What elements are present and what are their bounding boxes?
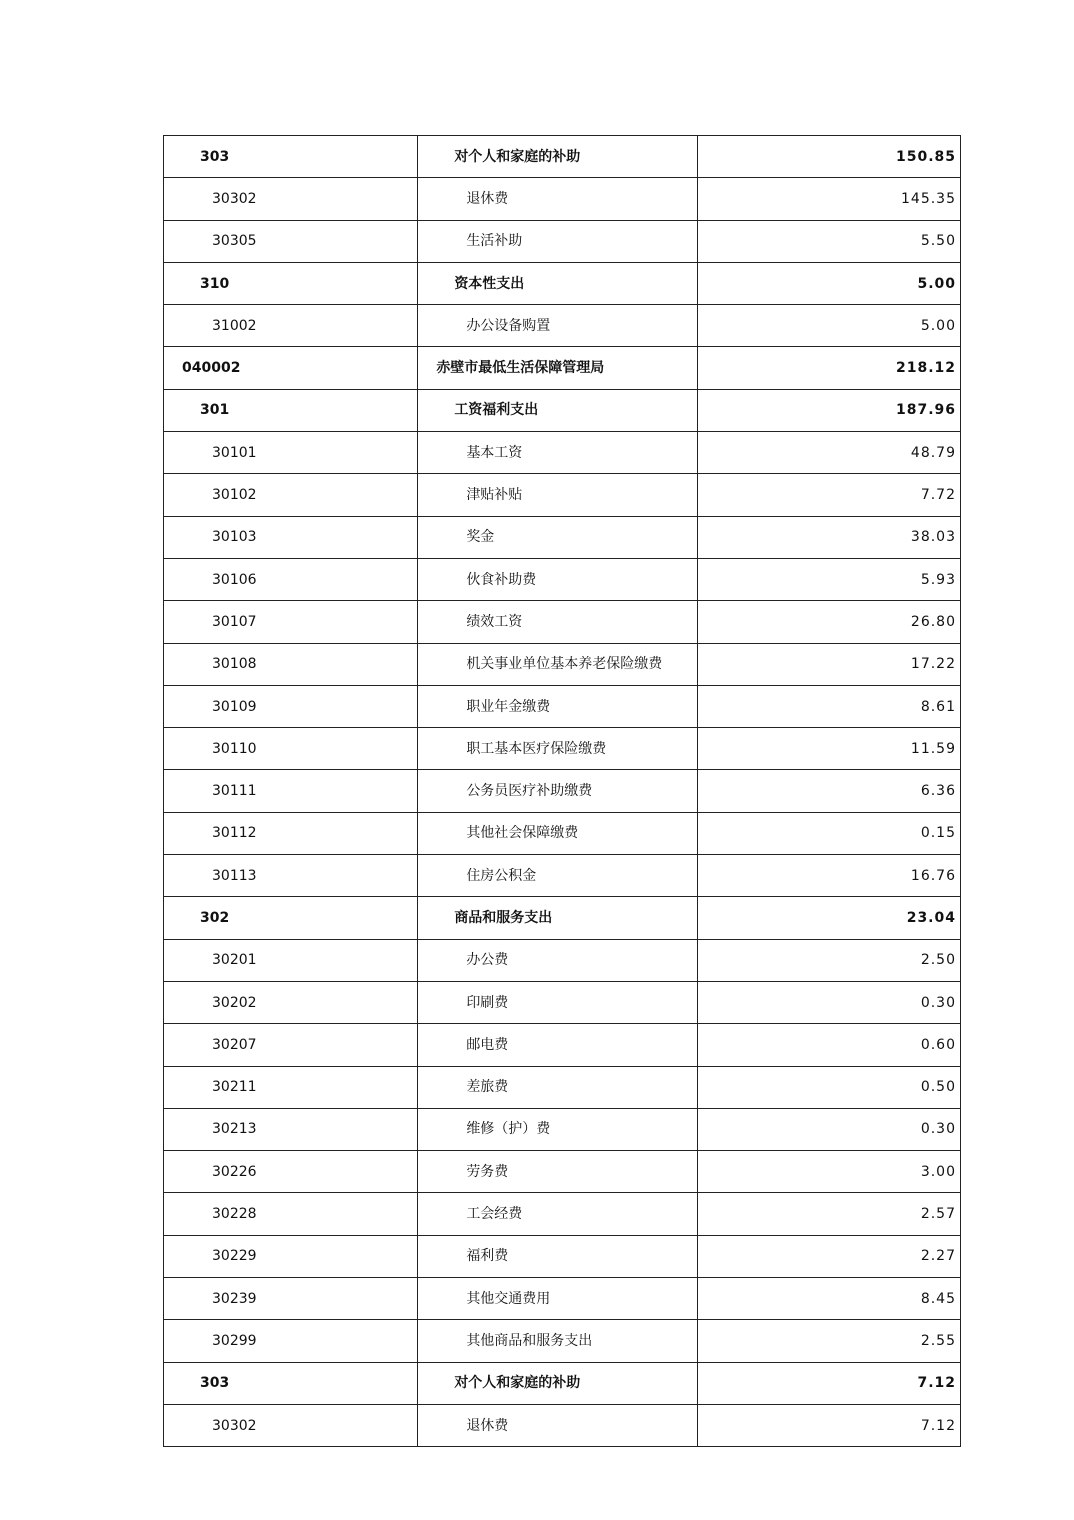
account-name-cell: 工会经费 (418, 1193, 697, 1235)
account-name-cell: 其他社会保障缴费 (418, 812, 697, 854)
account-name-cell: 办公费 (418, 939, 697, 981)
amount-cell: 5.00 (697, 305, 960, 347)
amount-cell: 5.50 (697, 220, 960, 262)
amount-cell: 16.76 (697, 855, 960, 897)
account-name-cell: 奖金 (418, 516, 697, 558)
amount-cell: 5.93 (697, 558, 960, 600)
account-code-cell: 30299 (164, 1320, 418, 1362)
amount-cell: 2.57 (697, 1193, 960, 1235)
account-code-cell: 30111 (164, 770, 418, 812)
table-row (164, 558, 961, 600)
account-code-cell: 040002 (164, 347, 418, 389)
amount-cell: 26.80 (697, 601, 960, 643)
account-name-cell: 维修（护）费 (418, 1108, 697, 1150)
account-code-cell: 30201 (164, 939, 418, 981)
account-code-cell: 30110 (164, 728, 418, 770)
account-name-cell: 差旅费 (418, 1066, 697, 1108)
table-row (164, 1066, 961, 1108)
account-name-cell: 对个人和家庭的补助 (418, 136, 697, 178)
table-row (164, 136, 961, 178)
account-code-cell: 30109 (164, 685, 418, 727)
table-row (164, 728, 961, 770)
amount-cell: 0.50 (697, 1066, 960, 1108)
account-name-cell: 职工基本医疗保险缴费 (418, 728, 697, 770)
table-row (164, 1320, 961, 1362)
table-row (164, 347, 961, 389)
account-name-cell: 其他交通费用 (418, 1278, 697, 1320)
account-code-cell: 30106 (164, 558, 418, 600)
account-code-cell: 30207 (164, 1024, 418, 1066)
amount-cell: 7.12 (697, 1404, 960, 1446)
amount-cell: 2.55 (697, 1320, 960, 1362)
amount-cell: 0.15 (697, 812, 960, 854)
account-name-cell: 基本工资 (418, 432, 697, 474)
amount-cell: 8.61 (697, 685, 960, 727)
account-name-cell: 生活补助 (418, 220, 697, 262)
amount-cell: 7.12 (697, 1362, 960, 1404)
table-row (164, 1108, 961, 1150)
account-name-cell: 资本性支出 (418, 262, 697, 304)
account-code-cell: 30112 (164, 812, 418, 854)
table-row (164, 305, 961, 347)
table-row (164, 1278, 961, 1320)
account-code-cell: 30305 (164, 220, 418, 262)
account-code-cell: 30228 (164, 1193, 418, 1235)
account-code-cell: 30229 (164, 1235, 418, 1277)
table-row (164, 1404, 961, 1446)
account-name-cell: 工资福利支出 (418, 389, 697, 431)
table-row (164, 981, 961, 1023)
amount-cell: 2.27 (697, 1235, 960, 1277)
account-name-cell: 退休费 (418, 178, 697, 220)
account-code-cell: 30102 (164, 474, 418, 516)
account-name-cell: 津贴补贴 (418, 474, 697, 516)
account-code-cell: 30103 (164, 516, 418, 558)
amount-cell: 218.12 (697, 347, 960, 389)
table-row (164, 516, 961, 558)
account-name-cell: 办公设备购置 (418, 305, 697, 347)
amount-cell: 11.59 (697, 728, 960, 770)
table-row (164, 262, 961, 304)
account-code-cell: 30213 (164, 1108, 418, 1150)
amount-cell: 23.04 (697, 897, 960, 939)
table-row (164, 897, 961, 939)
account-code-cell: 30302 (164, 178, 418, 220)
account-code-cell: 303 (164, 1362, 418, 1404)
amount-cell: 0.30 (697, 1108, 960, 1150)
amount-cell: 0.30 (697, 981, 960, 1023)
table-row (164, 685, 961, 727)
amount-cell: 145.35 (697, 178, 960, 220)
account-code-cell: 30302 (164, 1404, 418, 1446)
table-row (164, 1151, 961, 1193)
table-row (164, 1235, 961, 1277)
table-row (164, 855, 961, 897)
account-code-cell: 303 (164, 136, 418, 178)
account-name-cell: 公务员医疗补助缴费 (418, 770, 697, 812)
account-name-cell: 退休费 (418, 1404, 697, 1446)
account-code-cell: 30239 (164, 1278, 418, 1320)
account-name-cell: 劳务费 (418, 1151, 697, 1193)
account-name-cell: 伙食补助费 (418, 558, 697, 600)
account-name-cell: 绩效工资 (418, 601, 697, 643)
account-name-cell: 机关事业单位基本养老保险缴费 (418, 643, 697, 685)
table-row (164, 1193, 961, 1235)
account-code-cell: 30211 (164, 1066, 418, 1108)
account-name-cell: 对个人和家庭的补助 (418, 1362, 697, 1404)
amount-cell: 48.79 (697, 432, 960, 474)
amount-cell: 2.50 (697, 939, 960, 981)
table-row (164, 939, 961, 981)
budget-table (163, 135, 961, 1447)
account-name-cell: 其他商品和服务支出 (418, 1320, 697, 1362)
table-row (164, 812, 961, 854)
account-code-cell: 30226 (164, 1151, 418, 1193)
amount-cell: 187.96 (697, 389, 960, 431)
account-code-cell: 302 (164, 897, 418, 939)
account-code-cell: 30113 (164, 855, 418, 897)
account-code-cell: 30107 (164, 601, 418, 643)
table-row (164, 1024, 961, 1066)
account-name-cell: 职业年金缴费 (418, 685, 697, 727)
account-code-cell: 310 (164, 262, 418, 304)
account-name-cell: 住房公积金 (418, 855, 697, 897)
table-row (164, 389, 961, 431)
account-name-cell: 印刷费 (418, 981, 697, 1023)
table-row (164, 601, 961, 643)
amount-cell: 6.36 (697, 770, 960, 812)
account-code-cell: 31002 (164, 305, 418, 347)
table-row (164, 1362, 961, 1404)
amount-cell: 3.00 (697, 1151, 960, 1193)
amount-cell: 17.22 (697, 643, 960, 685)
table-row (164, 220, 961, 262)
amount-cell: 0.60 (697, 1024, 960, 1066)
account-name-cell: 福利费 (418, 1235, 697, 1277)
table-row (164, 474, 961, 516)
account-code-cell: 301 (164, 389, 418, 431)
table-body (164, 136, 961, 1447)
table-row (164, 432, 961, 474)
amount-cell: 7.72 (697, 474, 960, 516)
amount-cell: 38.03 (697, 516, 960, 558)
table-row (164, 770, 961, 812)
table-row (164, 178, 961, 220)
account-name-cell: 商品和服务支出 (418, 897, 697, 939)
account-code-cell: 30101 (164, 432, 418, 474)
account-name-cell: 赤壁市最低生活保障管理局 (418, 347, 697, 389)
amount-cell: 5.00 (697, 262, 960, 304)
account-name-cell: 邮电费 (418, 1024, 697, 1066)
account-code-cell: 30202 (164, 981, 418, 1023)
amount-cell: 150.85 (697, 136, 960, 178)
table-row (164, 643, 961, 685)
account-code-cell: 30108 (164, 643, 418, 685)
amount-cell: 8.45 (697, 1278, 960, 1320)
